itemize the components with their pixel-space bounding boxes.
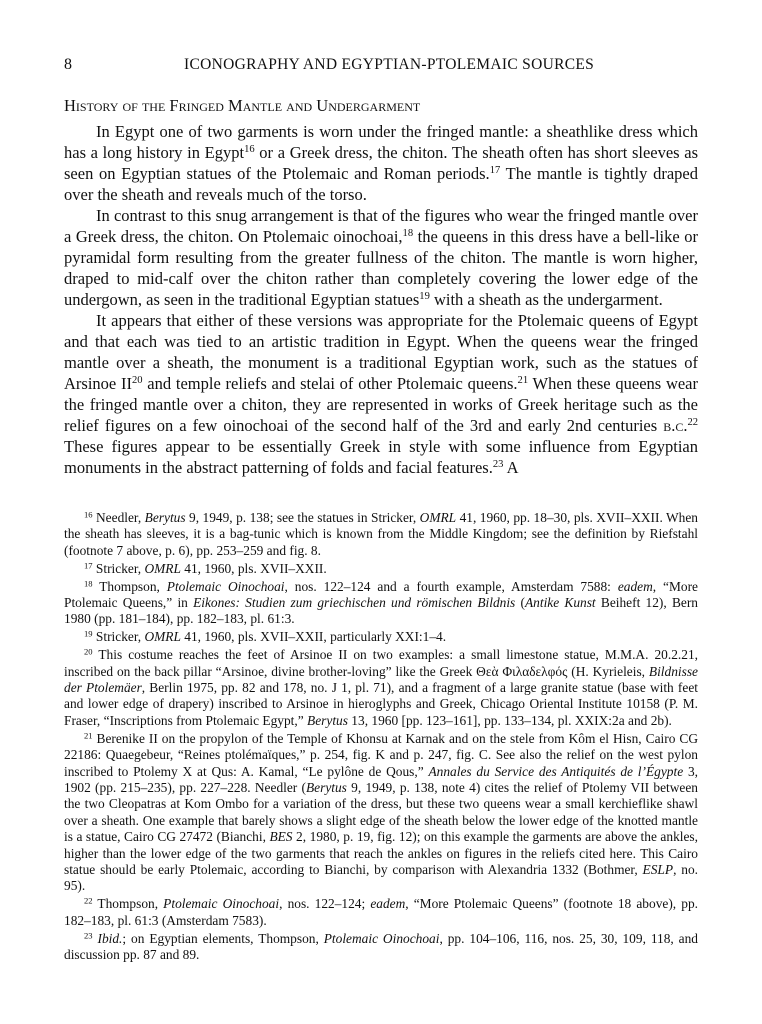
text-run: , nos. 122–124; xyxy=(279,896,371,912)
italic-title: OMRL xyxy=(419,510,457,525)
footnote-ref: 22 xyxy=(687,417,698,429)
footnote-number: 18 xyxy=(84,577,93,588)
footnote-number: 21 xyxy=(84,730,93,741)
footnote-16 xyxy=(64,510,698,559)
text-run: the queens in this dress have a bell-like or pyramidal form resulting from the greater fullness of the chiton. The mantle is worn higher, draped to mid-calf over the chiton rather than completely covering the lower edge of the undergown, as seen in the traditional Egyptian statues xyxy=(64,227,698,309)
footnote-ref: 17 xyxy=(489,165,501,177)
text-run: or a Greek dress, the chiton. The sheath often has short sleeves as seen on Egyptian statues of the Ptolemaic and Roman periods. xyxy=(64,143,699,183)
text-run: In Egypt one of two garments is worn under the fringed mantle: a sheathlike dress which has a long history in Egypt xyxy=(64,122,698,162)
footnote-number: 17 xyxy=(84,560,93,571)
text-run: Thompson, xyxy=(92,896,164,912)
italic-title: Ptolemaic Oinochoai xyxy=(163,896,280,912)
text-run: These figures appear to be essentially Greek in style with some influence from Egyptian monuments in the abstract patterning of folds and facial features. xyxy=(64,437,698,477)
footnote-18 xyxy=(64,579,698,628)
italic-title: Bildnisse der Ptolemäer xyxy=(64,663,698,696)
footnote-20 xyxy=(64,647,698,729)
text-run: Thompson, xyxy=(92,578,167,594)
text-run: 9, 1949, p. 138, note 4) cites the relief of Ptolemy VII between the two Cleopatras at Kom Ombo for a variation of the dress, but these two queens wear a small kerchieflike shawl over a sheath. One example that barely shows a slight edge of the sheath below the lower edge of the knotted mantle is a statue, Cairo CG 27472 (Bianchi, xyxy=(64,780,698,845)
text-run: , “More Ptolemaic Queens,” in xyxy=(64,578,698,611)
text-run: 41, 1960, pls. XVII–XXII, particularly XXI:1–4. xyxy=(180,629,447,645)
page-number: 8 xyxy=(64,56,72,73)
italic-title: Antike Kunst xyxy=(524,595,596,611)
italic-title: eadem xyxy=(370,896,406,912)
italic-title: Ptolemaic Oinochoai xyxy=(323,930,440,946)
italic-title: Berytus xyxy=(305,780,347,795)
italic-title: Ibid. xyxy=(97,930,123,946)
footnote-number: 22 xyxy=(84,895,93,906)
text-run: 3, 1902 (pp. 215–235), pp. 227–228. Needler ( xyxy=(64,763,698,795)
text-run: Berenike II on the propylon of the Temple of Khonsu at Karnak and on the stele from Kôm el Hisn, Cairo CG 22186: Quaegebeur, “Reines ptolémaïques,” p. 254, fig. K and p. 247, fig. C. See also the relief on the west pylon inscribed to Ptolemy X at Qus: A. Kamal, “Le pylône de Qous,” xyxy=(64,730,698,779)
text-run: Stricker, xyxy=(92,560,145,576)
footnote-ref: 21 xyxy=(517,375,529,387)
text-run: , Berlin 1975, pp. 82 and 178, no. J 1, pl. 71), and a fragment of a large granite statue (base with feet and lower edge of drapery) inscribed to Arsinoe in hieroglyphs and Greek, Chicago Oriental Institute 10158 (P. M. Fraser, “Inscriptions from Ptolemaic Egypt,” xyxy=(64,680,698,728)
paragraph-2 xyxy=(64,205,698,310)
text-run: with a sheath as the undergarment. xyxy=(429,290,663,309)
footnote-number: 23 xyxy=(84,929,93,940)
footnote-ref: 19 xyxy=(419,291,430,303)
text-run: 9, 1949, p. 138; see the statues in Stricker, xyxy=(185,510,420,525)
text-run: , pp. 104–106, 116, nos. 25, 30, 109, 118, and discussion pp. 87 and 89. xyxy=(64,930,699,963)
text-run: It appears that either of these versions was appropriate for the Ptolemaic queens of Egypt and that each was tied to an artistic tradition in Egypt. When the queens wear the fringed mantle over a sheath, the monument is a traditional Egyptian work, such as the statues of Arsinoe II xyxy=(64,311,698,393)
footnote-22 xyxy=(64,896,698,929)
footnote-number: 19 xyxy=(84,628,93,639)
text-run: ( xyxy=(515,595,525,611)
italic-title: Berytus xyxy=(144,510,186,525)
page-header xyxy=(64,56,698,78)
text-run: ; on Egyptian elements, Thompson, xyxy=(122,930,324,946)
footnote-21 xyxy=(64,731,698,895)
running-head: ICONOGRAPHY AND EGYPTIAN-PTOLEMAIC SOURCES xyxy=(184,56,595,73)
footnote-17 xyxy=(64,561,698,577)
paragraph-3 xyxy=(64,310,698,478)
italic-title: OMRL xyxy=(144,560,181,576)
era-abbreviation: b.c. xyxy=(663,416,688,435)
italic-title: BES xyxy=(269,829,293,845)
text-run: , nos. 122–124 and a fourth example, Amsterdam 7588: xyxy=(284,578,618,594)
footnote-ref: 16 xyxy=(244,144,255,156)
section-heading: History of the Fringed Mantle and Undergarment xyxy=(64,96,421,115)
footnote-ref: 18 xyxy=(402,228,414,240)
italic-title: Annales du Service des Antiquités de l’Égypte xyxy=(428,763,684,779)
italic-title: Ptolemaic Oinochoai xyxy=(166,578,285,594)
text-run: , no. 95). xyxy=(64,862,698,894)
footnotes xyxy=(64,510,698,965)
text-run: 2, 1980, p. 19, fig. 12); on this example the garments are above the ankles, higher than the lower edge of the two garments that reach the ankles on figures in the reliefs cited here. This Cairo statue should be early Ptolemaic, according to Bianchi, by comparison with Alexandria 1332 (Bothmer, xyxy=(64,829,698,878)
text-run: 13, 1960 [pp. 123–161], pp. 133–134, pl. XXIX:2a and 2b). xyxy=(347,712,672,728)
footnote-19 xyxy=(64,629,698,645)
text-run: Needler, xyxy=(92,510,145,525)
text-run: 41, 1960, pp. 18–30, pls. XVII–XXII. When the sheath has sleeves, it is a bag-tunic which is known from the Middle Kingdom; see the definition by Riefstahl (footnote 7 above, p. 6), pp. 253–259 and fig. 8. xyxy=(64,510,699,558)
text-run: This costume reaches the feet of Arsinoe II on two examples: a small limestone statue, M.M.A. 20.2.21, inscribed on the back pillar “Arsinoe, divine brother-loving” like the Greek Θεὰ Φιλαδελφός (H. Kyrieleis, xyxy=(64,647,698,679)
italic-title: eadem xyxy=(617,578,653,594)
italic-title: Berytus xyxy=(307,712,348,728)
italic-title: ESLP xyxy=(642,862,674,878)
footnote-number: 16 xyxy=(84,509,93,520)
footnote-23 xyxy=(64,931,698,964)
paragraph-1 xyxy=(64,121,698,205)
footnote-ref: 23 xyxy=(492,459,504,471)
text-run: The mantle is tightly draped over the sheath and reveals much of the torso. xyxy=(64,164,698,204)
text-run: A xyxy=(503,458,519,477)
footnote-ref: 20 xyxy=(132,375,143,387)
text-run: , “More Ptolemaic Queens” (footnote 18 above), pp. 182–183, pl. 61:3 (Amsterdam 7583). xyxy=(64,896,698,928)
text-run: and temple reliefs and stelai of other Ptolemaic queens. xyxy=(142,374,518,393)
text-run: Stricker, xyxy=(92,629,145,645)
text-run: When these queens wear the fringed mantle over a chiton, they are represented in works of Greek heritage such as the relief figures on a few oinochoai of the second half of the 3rd and early 2nd centuries xyxy=(64,374,699,435)
body-text xyxy=(64,121,698,478)
text-run: Beiheft 12), Bern 1980 (pp. 181–184), pp. 182–183, pl. 61:3. xyxy=(64,595,698,627)
footnote-number: 20 xyxy=(84,646,93,657)
italic-title: OMRL xyxy=(144,629,181,645)
text-run: 41, 1960, pls. XVII–XXII. xyxy=(180,560,327,576)
text-run: In contrast to this snug arrangement is that of the figures who wear the fringed mantle over a Greek dress, the chiton. On Ptolemaic oinochoai, xyxy=(64,206,698,246)
italic-title: Eikones: Studien zum griechischen und römischen Bildnis xyxy=(193,595,516,611)
